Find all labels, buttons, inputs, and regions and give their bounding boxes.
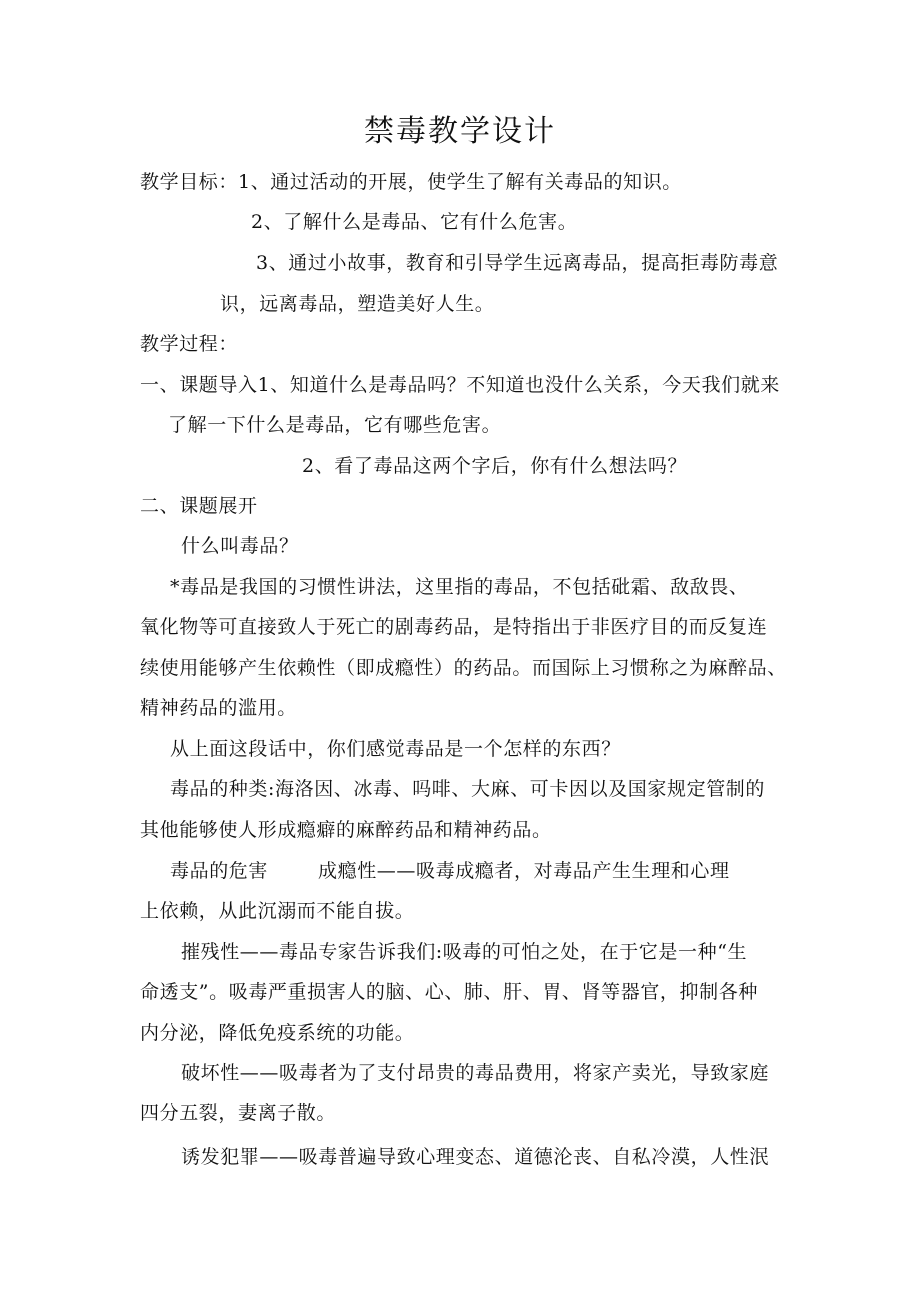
definition-line-2: 氧化物等可直接致人于死亡的剧毒药品，是特指出于非医疗目的而反复连	[140, 616, 768, 638]
intro-line-1: 一、课题导入1、知道什么是毒品吗？不知道也没什么关系，今天我们就来	[140, 374, 780, 396]
definition-question: 什么叫毒品？	[181, 535, 299, 557]
harm-addiction-line-1: 成瘾性——吸毒成瘾者，对毒品产生生理和心理	[318, 860, 730, 882]
definition-line-4: 精神药品的滥用。	[140, 697, 297, 719]
objective-line-2: 2、了解什么是毒品、它有什么危害。	[251, 211, 578, 233]
harm-crime-line-1: 诱发犯罪——吸毒普遍导致心理变态、道德沦丧、自私冷漠，人性泯	[181, 1146, 770, 1168]
expand-heading: 二、课题展开	[140, 495, 258, 517]
definition-line-1: *毒品是我国的习惯性讲法，这里指的毒品，不包括砒霜、敌敌畏、	[170, 576, 749, 598]
document-title: 禁毒教学设计	[364, 114, 556, 149]
types-line-2: 其他能够使人形成瘾癖的麻醉药品和精神药品。	[140, 819, 552, 841]
definition-line-3: 续使用能够产生依赖性（即成瘾性）的药品。而国际上习惯称之为麻醉品、	[140, 657, 787, 679]
harm-addiction-line-2: 上依赖，从此沉溺而不能自拔。	[140, 900, 415, 922]
harm-destroy-line-3: 内分泌，降低免疫系统的功能。	[140, 1022, 415, 1044]
harm-destroy-line-1: 摧残性——毒品专家告诉我们:吸毒的可怕之处，在于它是一种“生	[181, 941, 748, 963]
types-line-1: 毒品的种类:海洛因、冰毒、吗啡、大麻、可卡因以及国家规定管制的	[170, 778, 766, 800]
harm-break-line-2: 四分五裂，妻离子散。	[140, 1102, 337, 1124]
intro-line-3: 2、看了毒品这两个字后，你有什么想法吗？	[302, 455, 688, 477]
process-heading: 教学过程：	[140, 333, 239, 355]
objective-line-3: 3、通过小故事，教育和引导学生远离毒品，提高拒毒防毒意	[256, 252, 779, 274]
objective-line-4: 识，远离毒品，塑造美好人生。	[220, 293, 495, 315]
harm-label: 毒品的危害	[170, 860, 269, 882]
objective-line-1: 教学目标：1、通过活动的开展，使学生了解有关毒品的知识。	[140, 171, 682, 193]
intro-line-2: 了解一下什么是毒品，它有哪些危害。	[168, 414, 502, 436]
harm-destroy-line-2: 命透支”。吸毒严重损害人的脑、心、肺、肝、胃、肾等器官，抑制各种	[140, 981, 758, 1003]
harm-break-line-1: 破坏性——吸毒者为了支付昂贵的毒品费用，将家产卖光，导致家庭	[181, 1062, 770, 1084]
feeling-question: 从上面这段话中，你们感觉毒品是一个怎样的东西？	[170, 738, 621, 760]
